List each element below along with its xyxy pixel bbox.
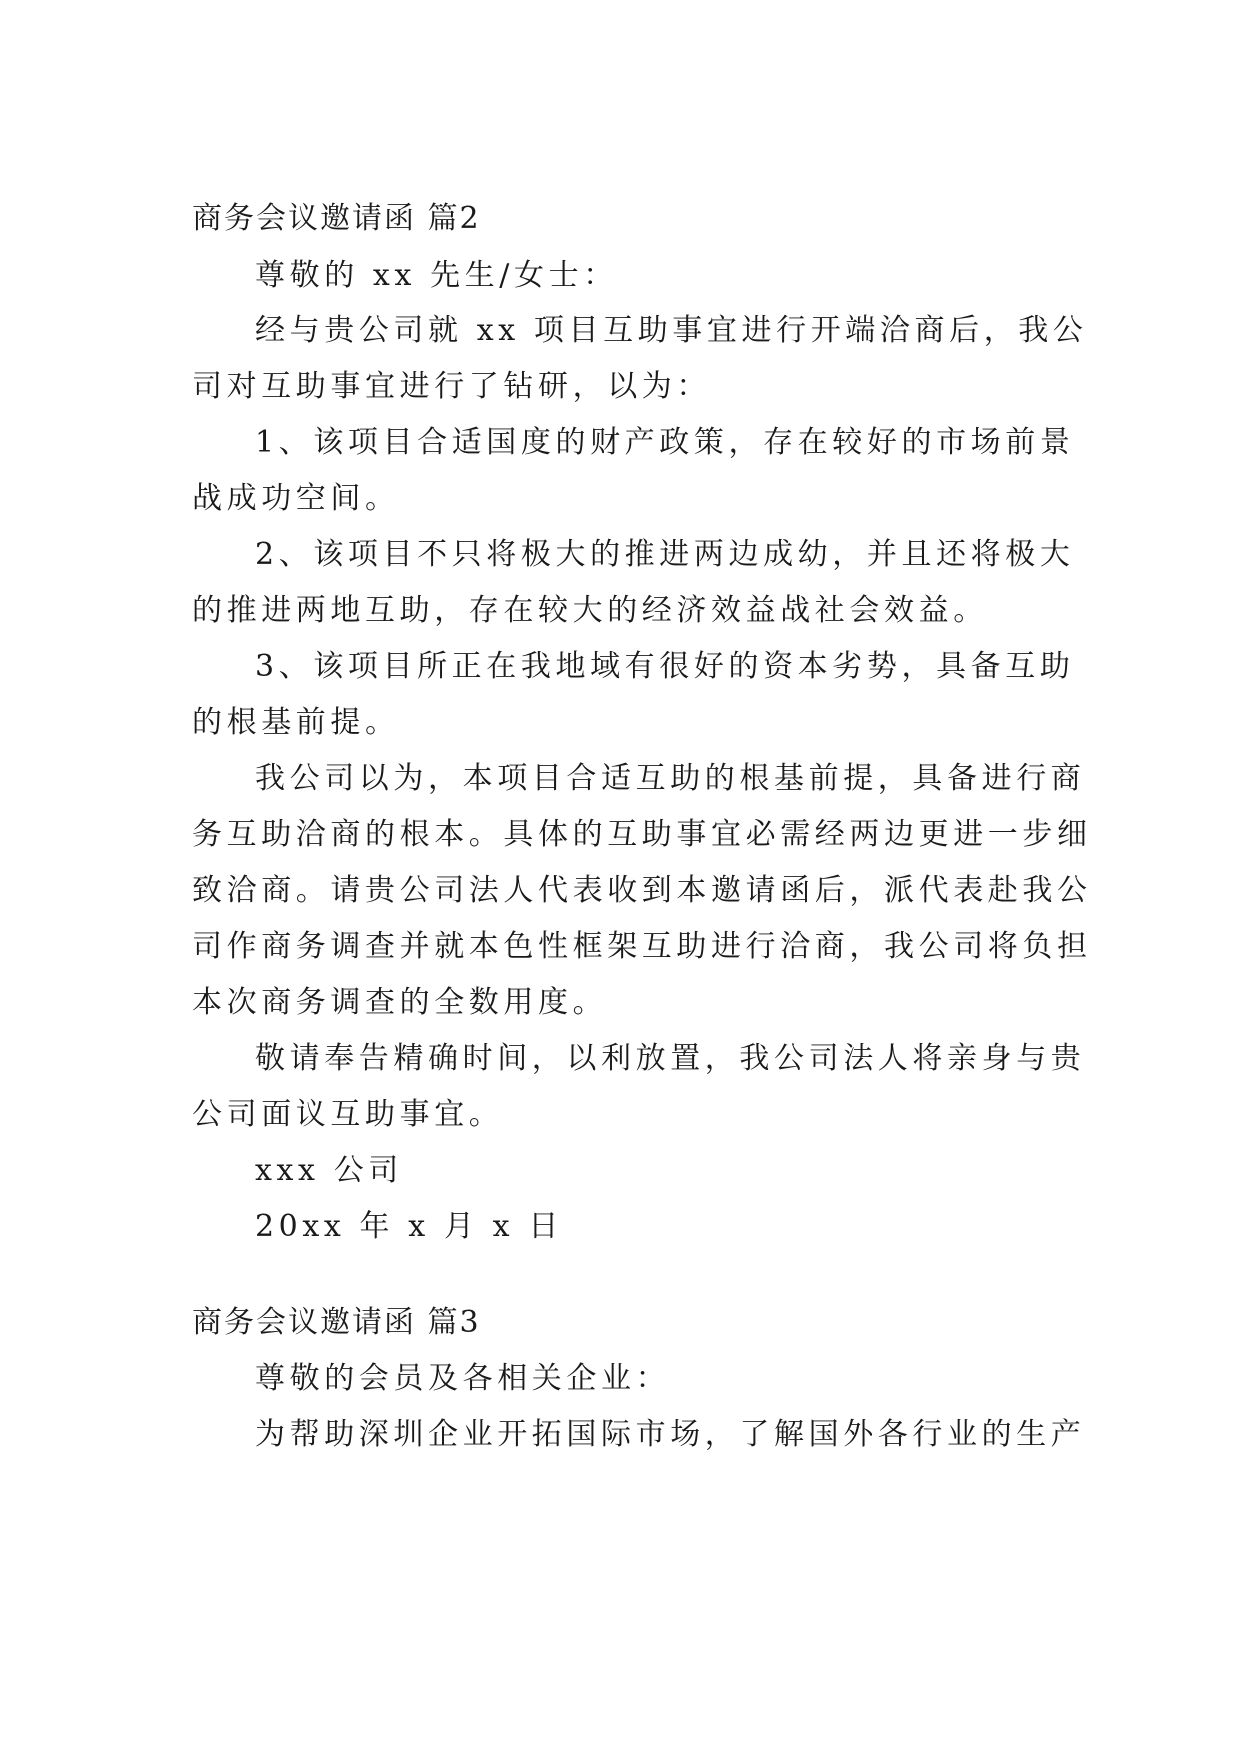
section-2-item-1-line-2: 战成功空间。 bbox=[192, 481, 400, 516]
section-2-heading: 商务会议邀请函 篇2 bbox=[192, 201, 481, 236]
section-2-paragraph-6-line-2: 公司面议互助事宜。 bbox=[192, 1097, 504, 1132]
section-2-item-3-line-1: 3、该项目所正在我地域有很好的资本劣势，具备互助 bbox=[255, 649, 1075, 684]
section-2-paragraph-1-line-1: 经与贵公司就 xx 项目互助事宜进行开端洽商后，我公 bbox=[255, 313, 1088, 348]
section-2-paragraph-5-line-4: 司作商务调查并就本色性框架互助进行洽商，我公司将负担 bbox=[192, 929, 1092, 964]
section-2-paragraph-5-line-3: 致洽商。请贵公司法人代表收到本邀请函后，派代表赴我公 bbox=[192, 873, 1092, 908]
section-2-salutation: 尊敬的 xx 先生/女士： bbox=[255, 258, 618, 293]
section-2-item-3-line-2: 的根基前提。 bbox=[192, 705, 400, 740]
section-3-salutation: 尊敬的会员及各相关企业： bbox=[255, 1361, 671, 1396]
section-2-paragraph-1-line-2: 司对互助事宜进行了钻研，以为： bbox=[192, 369, 711, 404]
section-2-paragraph-5-line-5: 本次商务调查的全数用度。 bbox=[192, 985, 608, 1020]
section-3-paragraph-1-line-1: 为帮助深圳企业开拓国际市场，了解国外各行业的生产 bbox=[255, 1417, 1086, 1452]
section-2-item-2-line-1: 2、该项目不只将极大的推进两边成幼，并且还将极大 bbox=[255, 537, 1075, 572]
section-2-item-2-line-2: 的推进两地互助，存在较大的经济效益战社会效益。 bbox=[192, 593, 988, 628]
section-2-item-1-line-1: 1、该项目合适国度的财产政策，存在较好的市场前景 bbox=[255, 425, 1075, 460]
section-2-paragraph-6-line-1: 敬请奉告精确时间，以利放置，我公司法人将亲身与贵 bbox=[255, 1041, 1086, 1076]
section-2-paragraph-5-line-2: 务互助洽商的根本。具体的互助事宜必需经两边更进一步细 bbox=[192, 817, 1092, 852]
section-2-paragraph-5-line-1: 我公司以为，本项目合适互助的根基前提，具备进行商 bbox=[255, 761, 1086, 796]
section-3-heading: 商务会议邀请函 篇3 bbox=[192, 1305, 481, 1340]
section-2-signature: xxx 公司 bbox=[255, 1153, 403, 1188]
section-2-date: 20xx 年 x 月 x 日 bbox=[255, 1209, 563, 1244]
